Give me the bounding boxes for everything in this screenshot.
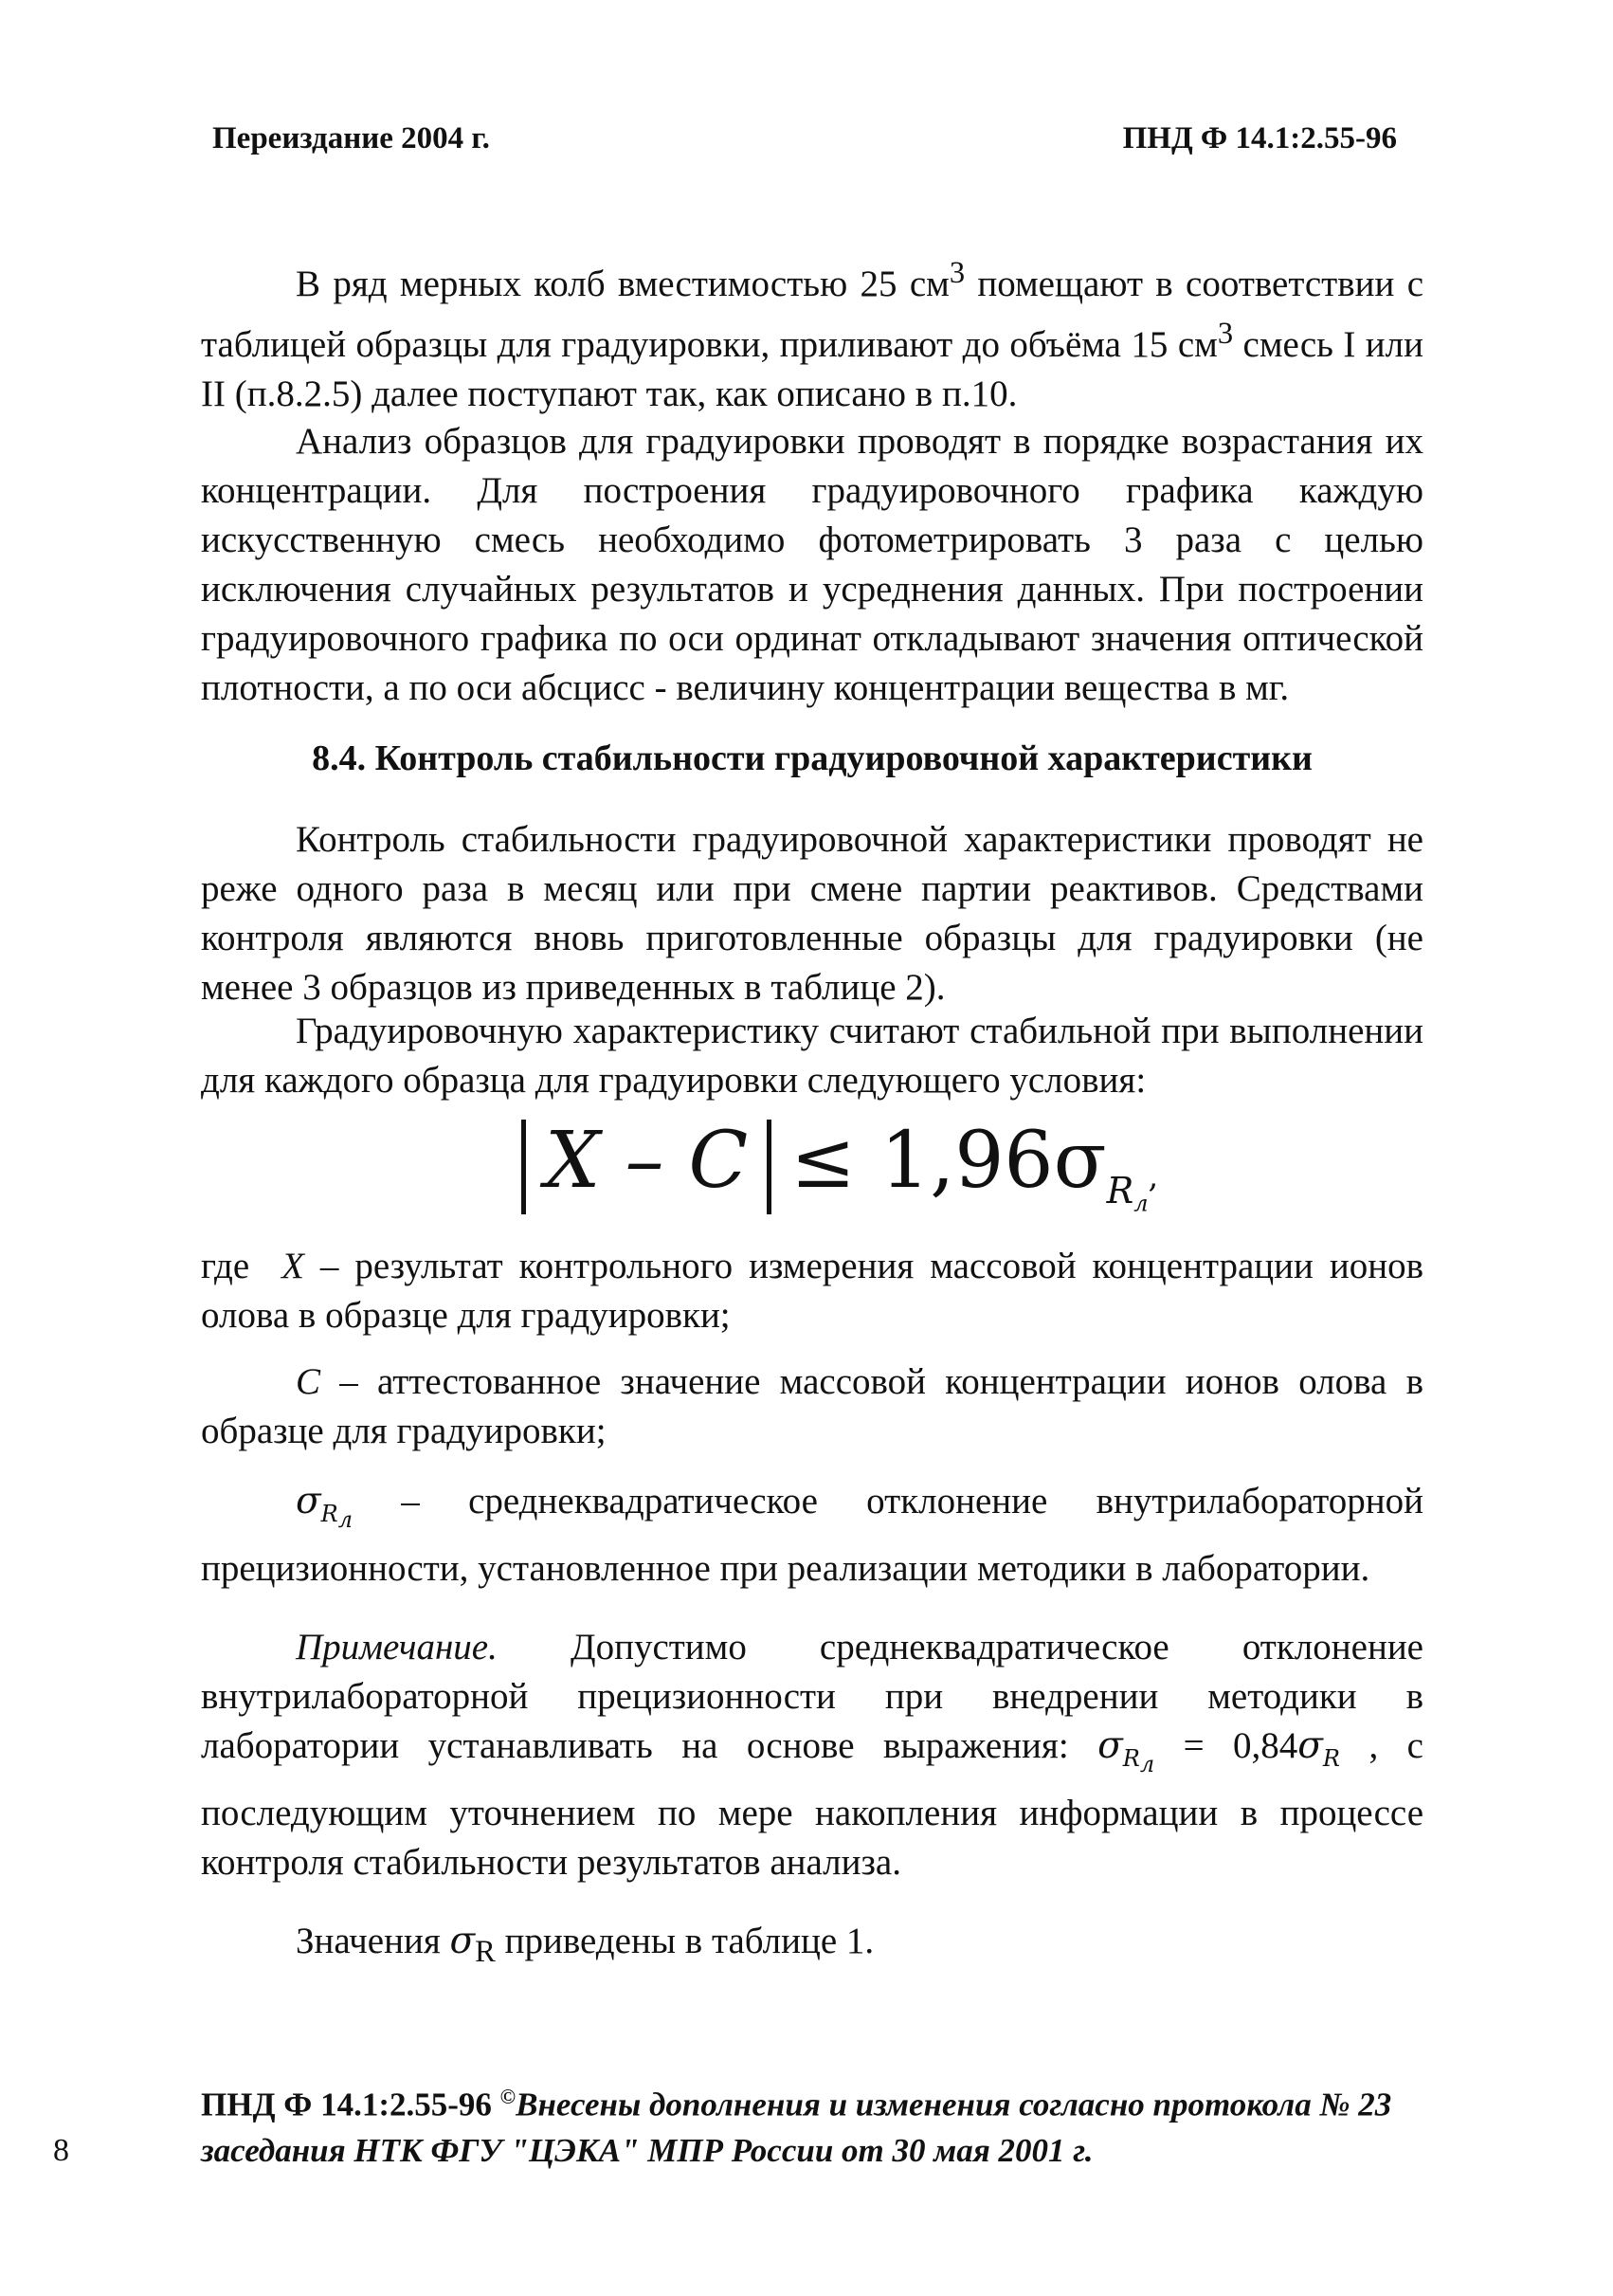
- definition-c-text: – аттестованное значение массовой концентрации ионов олова в образце для градуировки;: [201, 1361, 1423, 1451]
- formula-lhs: X – C: [545, 1116, 749, 1206]
- note-b: , с последующим уточнением по мере накопления информации в процессе контроля стабильности результатов анализа.: [201, 1725, 1423, 1883]
- formula-tail: ,: [1148, 1157, 1159, 1195]
- footer-code: ПНД Ф 14.1:2.55-96: [201, 2086, 500, 2123]
- values-sub: R: [475, 1934, 496, 1969]
- definition-c: [201, 1358, 1423, 1456]
- definition-sigma: [201, 1477, 1423, 1594]
- formula-rel: ≤ 1,96σ: [790, 1116, 1107, 1206]
- header-edition: Переиздание 2004 г.: [212, 121, 490, 155]
- note-label: Примечание.: [296, 1627, 498, 1667]
- symbol-x: X: [281, 1246, 304, 1286]
- para2-text: Анализ образцов для градуировки проводят в порядке возрастания их концентрации. Для построения градуировочного графика каждую искусственную смесь необходимо фотометрировать 3 раза с целью исключения случайных результатов и усреднения данных. При построении градуировочного графика по оси ординат откладывают значения оптической плотности, а по оси абсцисс - величину концентрации вещества в мг.: [201, 421, 1423, 708]
- formula-subsub: л: [1133, 1190, 1149, 1217]
- definition-x-text: – результат контрольного измерения массовой концентрации ионов олова в образце для градуировки;: [201, 1246, 1423, 1336]
- note-sigma2: σ: [1297, 1724, 1323, 1767]
- paragraph-stability-condition: [201, 1007, 1423, 1105]
- abs-bar-left: [521, 1120, 526, 1214]
- note-paragraph: [201, 1623, 1423, 1887]
- values-a: Значения: [296, 1921, 450, 1961]
- footer-mark: ©: [499, 2085, 517, 2108]
- values-b: приведены в таблице 1.: [495, 1921, 875, 1961]
- page-number: 8: [53, 2133, 69, 2168]
- note-subsub: л: [1139, 1750, 1155, 1777]
- paragraph-calibration-prep: [201, 248, 1423, 419]
- para4-text: Градуировочную характеристику считают стабильной при выполнении для каждого образца для градуировки следующего условия:: [201, 1011, 1423, 1101]
- para1-sup2: 3: [1217, 317, 1234, 351]
- stability-formula: [502, 1109, 1166, 1223]
- values-sigma: σ: [449, 1920, 476, 1962]
- definition-sigma-text: – среднеквадратическое отклонение внутрилабораторной прецизионности, установленное при реализации методики в лаборатории.: [201, 1481, 1423, 1589]
- footer-text: Внесены дополнения и изменения согласно протокола № 23 заседания НТК ФГУ "ЦЭКА" МПР России от 30 мая 2001 г.: [201, 2086, 1392, 2169]
- section-heading: 8.4. Контроль стабильности градуировочной характеристики: [312, 738, 1313, 778]
- sigma-subsub: л: [337, 1505, 353, 1533]
- para3-text: Контроль стабильности градуировочной характеристики проводят не реже одного раза в месяц или при смене партии реактивов. Средствами контроля являются вновь приготовленные образцы для градуировки (не менее 3 образцов из приведенных в таблице 2).: [201, 819, 1423, 1008]
- para1-a: В ряд мерных колб вместимостью 25 см: [296, 264, 950, 304]
- formula-sub: R: [1106, 1170, 1134, 1212]
- sigma-sub: R: [320, 1500, 338, 1527]
- abs-bar-right: [767, 1120, 771, 1214]
- paragraph-stability-control: [201, 815, 1423, 1012]
- values-reference: [201, 1917, 1423, 1977]
- definition-x: [201, 1242, 1423, 1340]
- symbol-c: C: [296, 1361, 321, 1402]
- para1-sup1: 3: [949, 256, 966, 290]
- para1-b: помещают в соответствии с таблицей образцы для градуировки, приливают до объёма 15 см: [201, 264, 1424, 365]
- footer-amendment-note: [201, 2074, 1433, 2174]
- note-sigma: σ: [1097, 1724, 1123, 1767]
- note-eq: = 0,84: [1154, 1725, 1298, 1766]
- header-document-code: ПНД Ф 14.1:2.55-96: [1122, 121, 1397, 155]
- note-a: Допустимо среднеквадратическое отклонение внутрилабораторной прецизионности при внедрении методики в лаборатории устанавливать на основе выражения:: [201, 1627, 1423, 1766]
- note-sub: R: [1122, 1744, 1140, 1772]
- paragraph-analysis-order: [201, 417, 1423, 713]
- symbol-sigma: σ: [296, 1480, 321, 1522]
- note-sub2: R: [1322, 1744, 1340, 1772]
- para1-c: смесь I или II (п.8.2.5) далее поступают так, как описано в п.10.: [201, 324, 1423, 414]
- where-prefix: где: [201, 1246, 266, 1286]
